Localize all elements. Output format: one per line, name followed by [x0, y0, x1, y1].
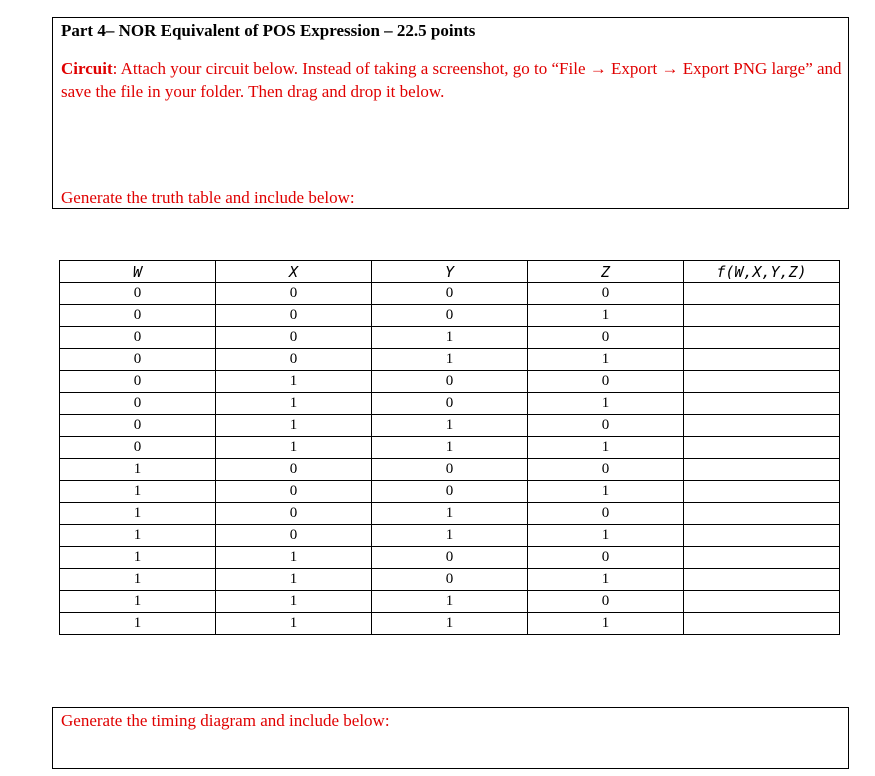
x-cell: 0: [216, 481, 372, 503]
f-cell[interactable]: [684, 503, 840, 525]
circuit-text: : Attach your circuit below. Instead of taking a screenshot, go to “File → Export → Export PNG large” and save the file in your folder. Then drag and drop it below.: [61, 59, 842, 101]
f-cell[interactable]: [684, 349, 840, 371]
x-cell: 1: [216, 591, 372, 613]
z-cell: 0: [528, 327, 684, 349]
table-row: [60, 349, 840, 371]
z-cell: 0: [528, 283, 684, 305]
x-cell: 1: [216, 371, 372, 393]
table-row: [60, 591, 840, 613]
table-row: [60, 371, 840, 393]
z-cell: 0: [528, 415, 684, 437]
x-cell: 0: [216, 327, 372, 349]
x-cell: 1: [216, 613, 372, 635]
y-cell: 1: [372, 327, 528, 349]
y-cell: 0: [372, 305, 528, 327]
y-cell: 1: [372, 591, 528, 613]
x-cell: 0: [216, 305, 372, 327]
table-row: [60, 547, 840, 569]
x-cell: 1: [216, 415, 372, 437]
w-cell: 0: [60, 327, 216, 349]
f-cell[interactable]: [684, 459, 840, 481]
circuit-instructions: [61, 57, 843, 103]
y-cell: 1: [372, 415, 528, 437]
w-cell: 1: [60, 459, 216, 481]
table-row: [60, 613, 840, 635]
x-cell: 0: [216, 503, 372, 525]
f-cell[interactable]: [684, 613, 840, 635]
table-row: [60, 305, 840, 327]
w-cell: 0: [60, 371, 216, 393]
timing-section: [52, 707, 849, 769]
table-row: [60, 459, 840, 481]
y-cell: 0: [372, 283, 528, 305]
table-row: [60, 283, 840, 305]
truth-table-header-row: [60, 261, 840, 283]
y-cell: 1: [372, 437, 528, 459]
x-cell: 1: [216, 569, 372, 591]
y-cell: 1: [372, 613, 528, 635]
y-cell: 1: [372, 503, 528, 525]
w-cell: 1: [60, 591, 216, 613]
w-cell: 1: [60, 503, 216, 525]
f-cell[interactable]: [684, 393, 840, 415]
w-cell: 0: [60, 393, 216, 415]
x-cell: 0: [216, 459, 372, 481]
x-cell: 0: [216, 349, 372, 371]
w-cell: 0: [60, 283, 216, 305]
f-cell[interactable]: [684, 327, 840, 349]
table-row: [60, 481, 840, 503]
header-w: W: [60, 261, 216, 283]
f-cell[interactable]: [684, 591, 840, 613]
z-cell: 1: [528, 349, 684, 371]
f-cell[interactable]: [684, 283, 840, 305]
f-cell[interactable]: [684, 437, 840, 459]
f-cell[interactable]: [684, 525, 840, 547]
f-cell[interactable]: [684, 371, 840, 393]
z-cell: 0: [528, 591, 684, 613]
table-row: [60, 437, 840, 459]
w-cell: 1: [60, 525, 216, 547]
y-cell: 1: [372, 349, 528, 371]
truth-table: [59, 260, 840, 635]
z-cell: 1: [528, 569, 684, 591]
table-row: [60, 327, 840, 349]
z-cell: 0: [528, 459, 684, 481]
header-f: f(W,X,Y,Z): [684, 261, 840, 283]
table-row: [60, 525, 840, 547]
w-cell: 0: [60, 415, 216, 437]
f-cell[interactable]: [684, 415, 840, 437]
table-row: [60, 415, 840, 437]
part-title: Part 4– NOR Equivalent of POS Expression – 22.5 points: [61, 21, 476, 40]
timing-prompt: Generate the timing diagram and include below:: [61, 711, 390, 730]
z-cell: 1: [528, 613, 684, 635]
y-cell: 0: [372, 547, 528, 569]
circuit-label: Circuit: [61, 59, 113, 78]
w-cell: 1: [60, 481, 216, 503]
w-cell: 0: [60, 437, 216, 459]
z-cell: 1: [528, 305, 684, 327]
z-cell: 1: [528, 393, 684, 415]
z-cell: 0: [528, 503, 684, 525]
z-cell: 0: [528, 547, 684, 569]
z-cell: 1: [528, 437, 684, 459]
w-cell: 1: [60, 569, 216, 591]
header-y: Y: [372, 261, 528, 283]
f-cell[interactable]: [684, 305, 840, 327]
table-row: [60, 503, 840, 525]
truth-table-prompt: Generate the truth table and include below:: [61, 188, 355, 207]
table-row: [60, 569, 840, 591]
x-cell: 1: [216, 547, 372, 569]
f-cell[interactable]: [684, 569, 840, 591]
x-cell: 1: [216, 437, 372, 459]
x-cell: 0: [216, 283, 372, 305]
y-cell: 1: [372, 525, 528, 547]
z-cell: 1: [528, 481, 684, 503]
z-cell: 1: [528, 525, 684, 547]
y-cell: 0: [372, 459, 528, 481]
y-cell: 0: [372, 371, 528, 393]
f-cell[interactable]: [684, 547, 840, 569]
z-cell: 0: [528, 371, 684, 393]
header-x: X: [216, 261, 372, 283]
w-cell: 0: [60, 349, 216, 371]
y-cell: 0: [372, 481, 528, 503]
x-cell: 0: [216, 525, 372, 547]
x-cell: 1: [216, 393, 372, 415]
w-cell: 0: [60, 305, 216, 327]
y-cell: 0: [372, 393, 528, 415]
circuit-section: [52, 17, 849, 209]
table-row: [60, 393, 840, 415]
f-cell[interactable]: [684, 481, 840, 503]
w-cell: 1: [60, 547, 216, 569]
header-z: Z: [528, 261, 684, 283]
w-cell: 1: [60, 613, 216, 635]
y-cell: 0: [372, 569, 528, 591]
